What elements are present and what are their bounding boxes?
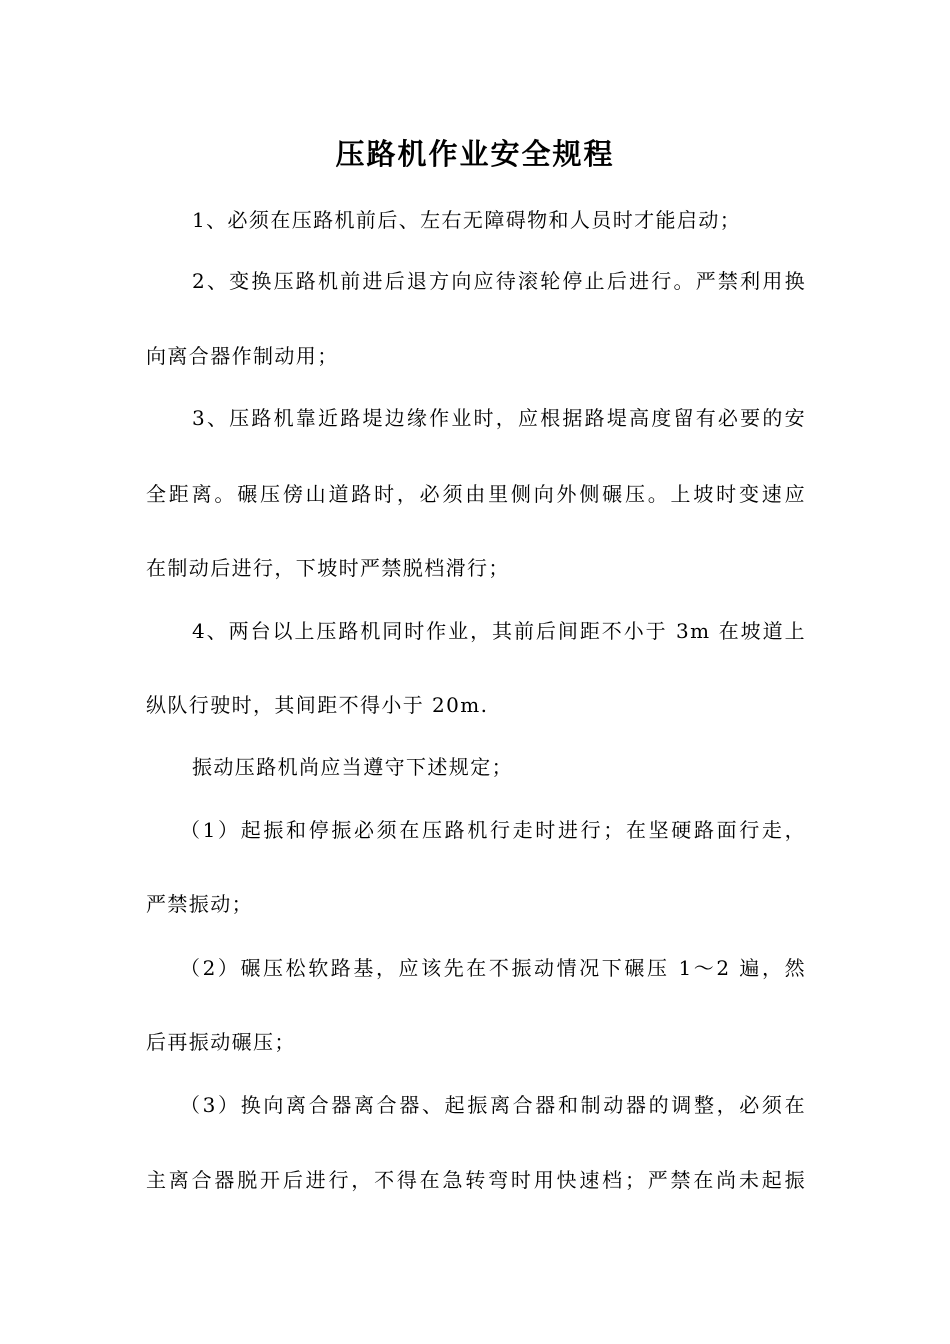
paragraph-line: 在制动后进行，下坡时严禁脱档滑行； <box>146 556 510 580</box>
paragraph-line: 纵队行驶时，其间距不得小于 20m. <box>146 693 489 717</box>
paragraph-line: 4、两台以上压路机同时作业，其前后间距不小于 3m 在坡道上 <box>192 619 806 643</box>
paragraph-line: （2）碾压松软路基，应该先在不振动情况下碾压 1～2 遍，然 <box>180 956 806 980</box>
paragraph-line: （1）起振和停振必须在压路机行走时进行；在坚硬路面行走， <box>180 818 806 842</box>
paragraph-line: 严禁振动； <box>146 892 253 916</box>
paragraph-line: 振动压路机尚应当遵守下述规定； <box>192 755 513 779</box>
paragraph-line: 3、压路机靠近路堤边缘作业时，应根据路堤高度留有必要的安 <box>192 406 806 430</box>
paragraph-line: 全距离。碾压傍山道路时，必须由里侧向外侧碾压。上坡时变速应 <box>146 482 806 506</box>
paragraph-line: 后再振动碾压； <box>146 1030 296 1054</box>
paragraph-line: 向离合器作制动用； <box>146 344 339 368</box>
paragraph-line: （3）换向离合器离合器、起振离合器和制动器的调整，必须在 <box>180 1093 806 1117</box>
page-title: 压路机作业安全规程 <box>335 137 615 171</box>
paragraph-line: 2、变换压路机前进后退方向应待滚轮停止后进行。严禁利用换 <box>192 269 806 293</box>
paragraph-line: 主离合器脱开后进行，不得在急转弯时用快速档；严禁在尚未起振 <box>146 1168 806 1192</box>
paragraph-line: 1、必须在压路机前后、左右无障碍物和人员时才能启动； <box>192 208 742 232</box>
